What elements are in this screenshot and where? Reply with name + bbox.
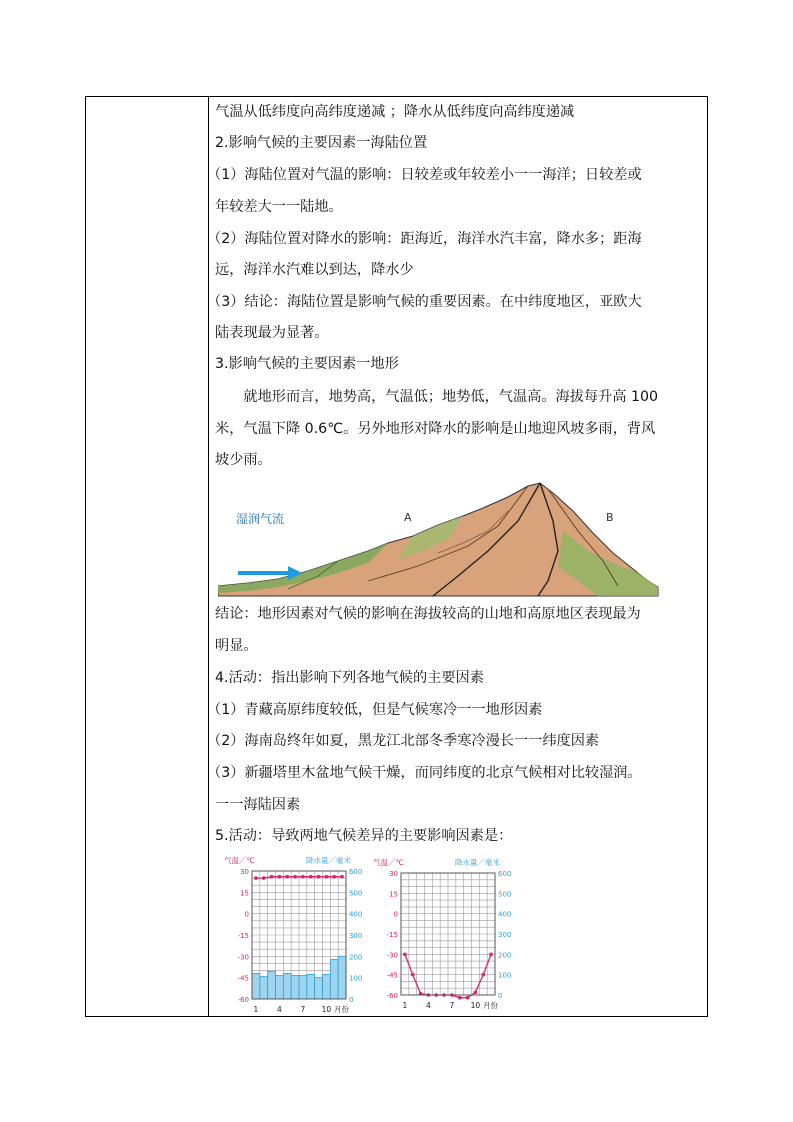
- x-tick-label: 10: [321, 1005, 332, 1014]
- temperature-point: [466, 996, 470, 1000]
- left-tick-label: 0: [244, 910, 249, 919]
- left-tick-label: -15: [386, 931, 398, 939]
- temperature-point: [270, 875, 274, 879]
- text-line-9: 3.影响气候的主要因素一地形: [215, 356, 399, 372]
- precipitation-bar: [283, 973, 291, 999]
- right-tick-label: 400: [349, 910, 363, 919]
- text-line-7: （3）结论：海陆位置是影响气候的重要因素。在中纬度地区，亚欧大: [207, 294, 642, 310]
- text-line-8: 陆表现最为显著。: [215, 325, 329, 341]
- text-line-11: 米，气温下降 0.6℃。另外地形对降水的影响是山地迎风坡多雨，背风: [215, 421, 656, 437]
- text-line-3: （1）海陆位置对气温的影响：日较差或年较差小一一海洋；日较差或: [207, 167, 642, 183]
- text-line-15: 4.活动：指出影响下列各地气候的主要因素: [215, 670, 484, 686]
- right-tick-label: 600: [498, 870, 512, 878]
- temperature-point: [325, 875, 329, 879]
- right-tick-label: 300: [349, 932, 363, 940]
- left-tick-label: -30: [237, 953, 249, 962]
- point-b-label: B: [606, 511, 614, 524]
- temperature-point: [332, 875, 336, 879]
- climate-chart-1: [215, 851, 370, 1016]
- right-tick-label: 600: [349, 868, 363, 876]
- precipitation-bar: [260, 977, 268, 999]
- temperature-point: [474, 990, 478, 994]
- point-a-label: A: [404, 511, 412, 524]
- precipitation-bar: [268, 971, 276, 999]
- text-line-20: 5.活动：导致两地气候差异的主要影响因素是：: [215, 828, 513, 844]
- moist-air-label: 湿润气流: [236, 512, 285, 526]
- x-tick-label: 10: [470, 1001, 481, 1010]
- temperature-point: [403, 953, 407, 957]
- right-tick-label: 200: [349, 953, 363, 962]
- text-line-6: 远，海洋水汽难以到达，降水少: [215, 262, 414, 278]
- temperature-point: [254, 876, 258, 880]
- x-tick-label: 7: [300, 1005, 306, 1014]
- left-tick-label: -45: [237, 974, 249, 983]
- x-unit-label: 月份: [483, 1001, 498, 1010]
- right-tick-label: 100: [498, 971, 512, 980]
- temperature-point: [411, 973, 415, 977]
- right-tick-label: 400: [498, 910, 512, 919]
- x-unit-label: 月份: [334, 1005, 349, 1014]
- right-tick-label: 100: [349, 974, 363, 983]
- right-tick-label: 200: [498, 951, 512, 960]
- climate-chart-2: [372, 853, 520, 1016]
- text-line-10: 就地形而言，地势高，气温低；地势低，气温高。海拔每升高 100: [215, 389, 659, 405]
- precipitation-bar: [330, 960, 338, 999]
- text-line-5: （2）海陆位置对降水的影响：距海近，海洋水汽丰富，降水多；距海: [207, 231, 642, 247]
- text-line-2: 2.影响气候的主要因素一海陆位置: [215, 135, 428, 151]
- precipitation-bar: [323, 974, 331, 999]
- text-line-18: （3）新疆塔里木盆地气候干燥，而同纬度的北京气候相对比较湿润。: [207, 765, 642, 781]
- temperature-point: [278, 875, 282, 879]
- left-axis-title: 气温／℃: [373, 858, 404, 867]
- left-tick-label: -30: [386, 951, 398, 960]
- text-line-19: 一一海陆因素: [215, 797, 301, 813]
- lesson-table: [85, 96, 708, 1017]
- x-tick-label: 1: [253, 1005, 259, 1014]
- temperature-point: [489, 953, 493, 957]
- right-tick-label: 0: [498, 992, 503, 1000]
- mountain-illustration: [218, 481, 663, 599]
- precipitation-bar: [252, 973, 260, 999]
- temperature-point: [317, 875, 321, 879]
- left-tick-label: 15: [389, 890, 398, 899]
- x-tick-label: 4: [277, 1005, 282, 1014]
- right-tick-label: 500: [349, 889, 363, 898]
- right-axis-title: 降水量／毫米: [455, 858, 500, 867]
- text-line-14: 明显。: [215, 638, 258, 654]
- text-line-12: 坡少雨。: [215, 452, 272, 468]
- temperature-point: [293, 875, 297, 879]
- temperature-point: [262, 876, 266, 880]
- left-tick-label: -15: [237, 932, 249, 940]
- left-tick-label: 15: [240, 889, 249, 898]
- left-tick-label: -60: [237, 996, 249, 1004]
- x-tick-label: 1: [402, 1001, 408, 1010]
- temperature-point: [309, 875, 313, 879]
- right-axis-title: 降水量／毫米: [306, 856, 351, 865]
- precipitation-bar: [291, 976, 299, 999]
- x-tick-label: 7: [449, 1001, 455, 1010]
- precipitation-bar: [315, 978, 323, 999]
- text-line-17: （2）海南岛终年如夏，黑龙江北部冬季寒冷漫长一一纬度因素: [207, 733, 600, 749]
- left-tick-label: 30: [389, 870, 398, 878]
- text-line-13: 结论：地形因素对气候的影响在海拔较高的山地和高原地区表现最为: [215, 606, 641, 622]
- temperature-point: [458, 996, 462, 1000]
- text-line-1: 气温从低纬度向高纬度递减 ；降水从低纬度向高纬度递减: [215, 104, 575, 120]
- x-tick-label: 4: [426, 1001, 431, 1010]
- temperature-point: [301, 875, 305, 879]
- temperature-point: [285, 875, 289, 879]
- precipitation-bar: [299, 976, 307, 999]
- text-line-4: 年较差大一一陆地。: [215, 199, 343, 215]
- temperature-point: [481, 973, 485, 977]
- right-tick-label: 300: [498, 931, 512, 939]
- left-tick-label: -45: [386, 971, 398, 980]
- left-tick-label: 0: [393, 910, 398, 919]
- left-tick-label: 30: [240, 868, 249, 876]
- left-tick-label: -60: [386, 992, 398, 1000]
- right-tick-label: 500: [498, 890, 512, 899]
- precipitation-bar: [307, 974, 315, 999]
- precipitation-bar: [338, 956, 346, 999]
- right-tick-label: 0: [349, 996, 354, 1004]
- left-axis-title: 气温／℃: [224, 856, 255, 865]
- temperature-point: [340, 875, 344, 879]
- precipitation-bar: [276, 976, 284, 999]
- text-line-16: （1）青藏高原纬度较低，但是气候寒冷一一地形因素: [207, 702, 543, 718]
